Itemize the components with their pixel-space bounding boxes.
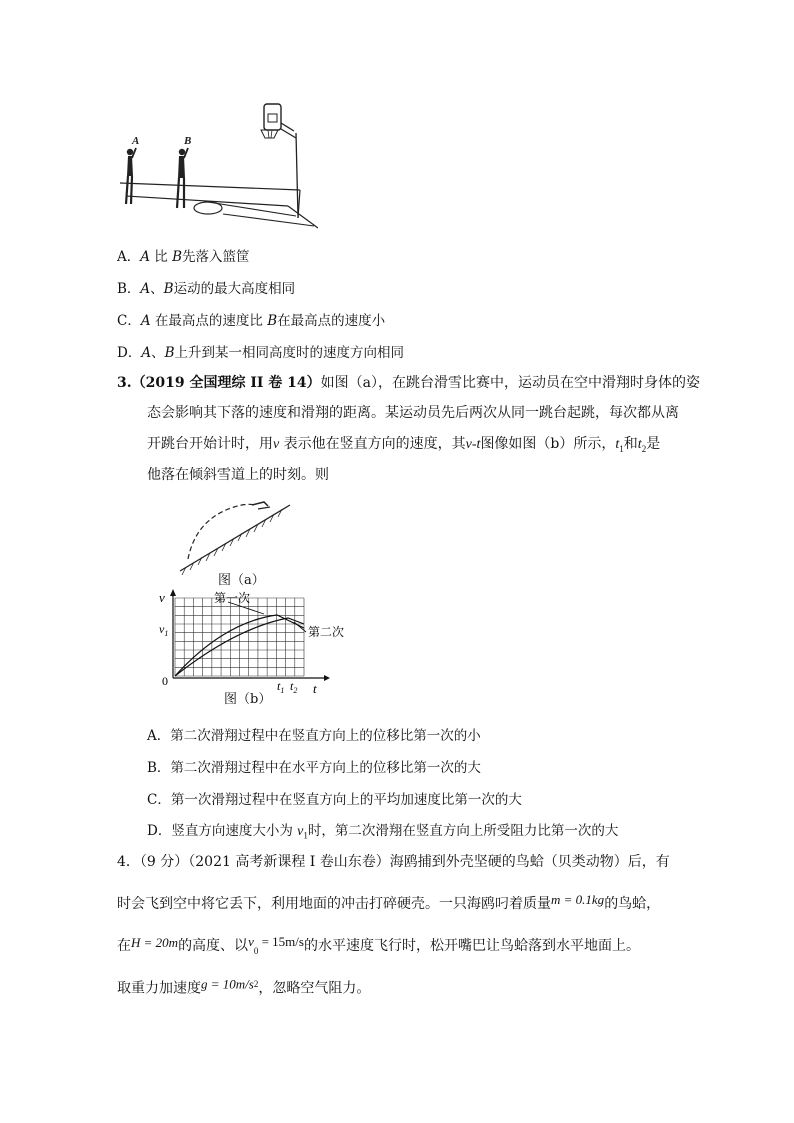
figure-b-caption: 图（b） (224, 692, 272, 707)
q3-stem-line-1: 3.（2019 全国理综 II 卷 14）如图（a），在跳台滑雪比赛中，运动员在空中滑翔时身体的姿 (117, 375, 701, 391)
q3-option-a: A．第二次滑翔过程中在竖直方向上的位移比第一次的小 (147, 728, 481, 744)
q3-stem-line-4: 他落在倾斜雪道上的时刻。则 (147, 467, 329, 483)
figure-a-caption: 图（a） (218, 573, 265, 588)
q2-option-a: A．A 比 B先落入篮筐 (117, 249, 250, 265)
first-curve-label: 第一次 (214, 591, 251, 605)
q3-stem-line-2: 态会影响其下落的速度和滑翔的距离。某运动员先后两次从同一跳台起跳，每次都从离 (147, 405, 679, 421)
q2-option-d: D．A、B上升到某一相同高度时的速度方向相同 (117, 345, 404, 361)
player-a-label: A (132, 135, 140, 147)
q4-line-3: 在H = 20m的高度、以$v_0 = 15m/s$的水平速度飞行时，松开嘴巴让鸟蛤落到水平地面上。 (117, 934, 640, 956)
v1-label: $v_1$ (159, 622, 169, 638)
y-axis-label: v (159, 590, 165, 605)
t1-tick-label: $t_1$ (277, 679, 285, 695)
q3-stem-line-3: 开跳台开始计时，用v 表示他在竖直方向的速度，其v-t图像如图（b）所示，$t_1$和$t_2$是 (147, 436, 661, 454)
basketball-court-figure (118, 98, 318, 238)
origin-label: 0 (162, 674, 168, 688)
second-curve-label: 第二次 (308, 625, 345, 639)
q4-line-4: 取重力加速度$g = 10m/s^2$，忽略空气阻力。 (117, 976, 371, 997)
q4-line-2: 时会飞到空中将它丢下，利用地面的冲击打碎硬壳。一只海鸥叼着质量m = 0.1kg的鸟蛤， (117, 892, 661, 912)
q4-line-1: 4．（9 分）（2021 高考新课程 I 卷山东卷）海鸥捕到外壳坚硬的鸟蛤（贝类动物）后，有 (117, 854, 670, 870)
graph-grid (175, 598, 304, 676)
q2-option-c: C．A 在最高点的速度比 B在最高点的速度小 (117, 313, 386, 329)
t2-tick-label: $t_2$ (290, 679, 298, 695)
q2-option-b: B．A、B运动的最大高度相同 (117, 281, 296, 297)
x-axis-label: t (313, 681, 317, 696)
vt-graph-figure (156, 588, 356, 700)
q3-option-d: D．竖直方向速度大小为 $v_1$时，第二次滑翔在竖直方向上所受阻力比第一次的大 (147, 823, 619, 841)
player-b-label: B (184, 135, 192, 147)
q3-option-b: B．第二次滑翔过程中在水平方向上的位移比第一次的大 (147, 760, 481, 776)
q3-option-c: C．第一次滑翔过程中在竖直方向上的平均加速度比第一次的大 (147, 792, 522, 808)
player-a-icon (126, 148, 136, 204)
